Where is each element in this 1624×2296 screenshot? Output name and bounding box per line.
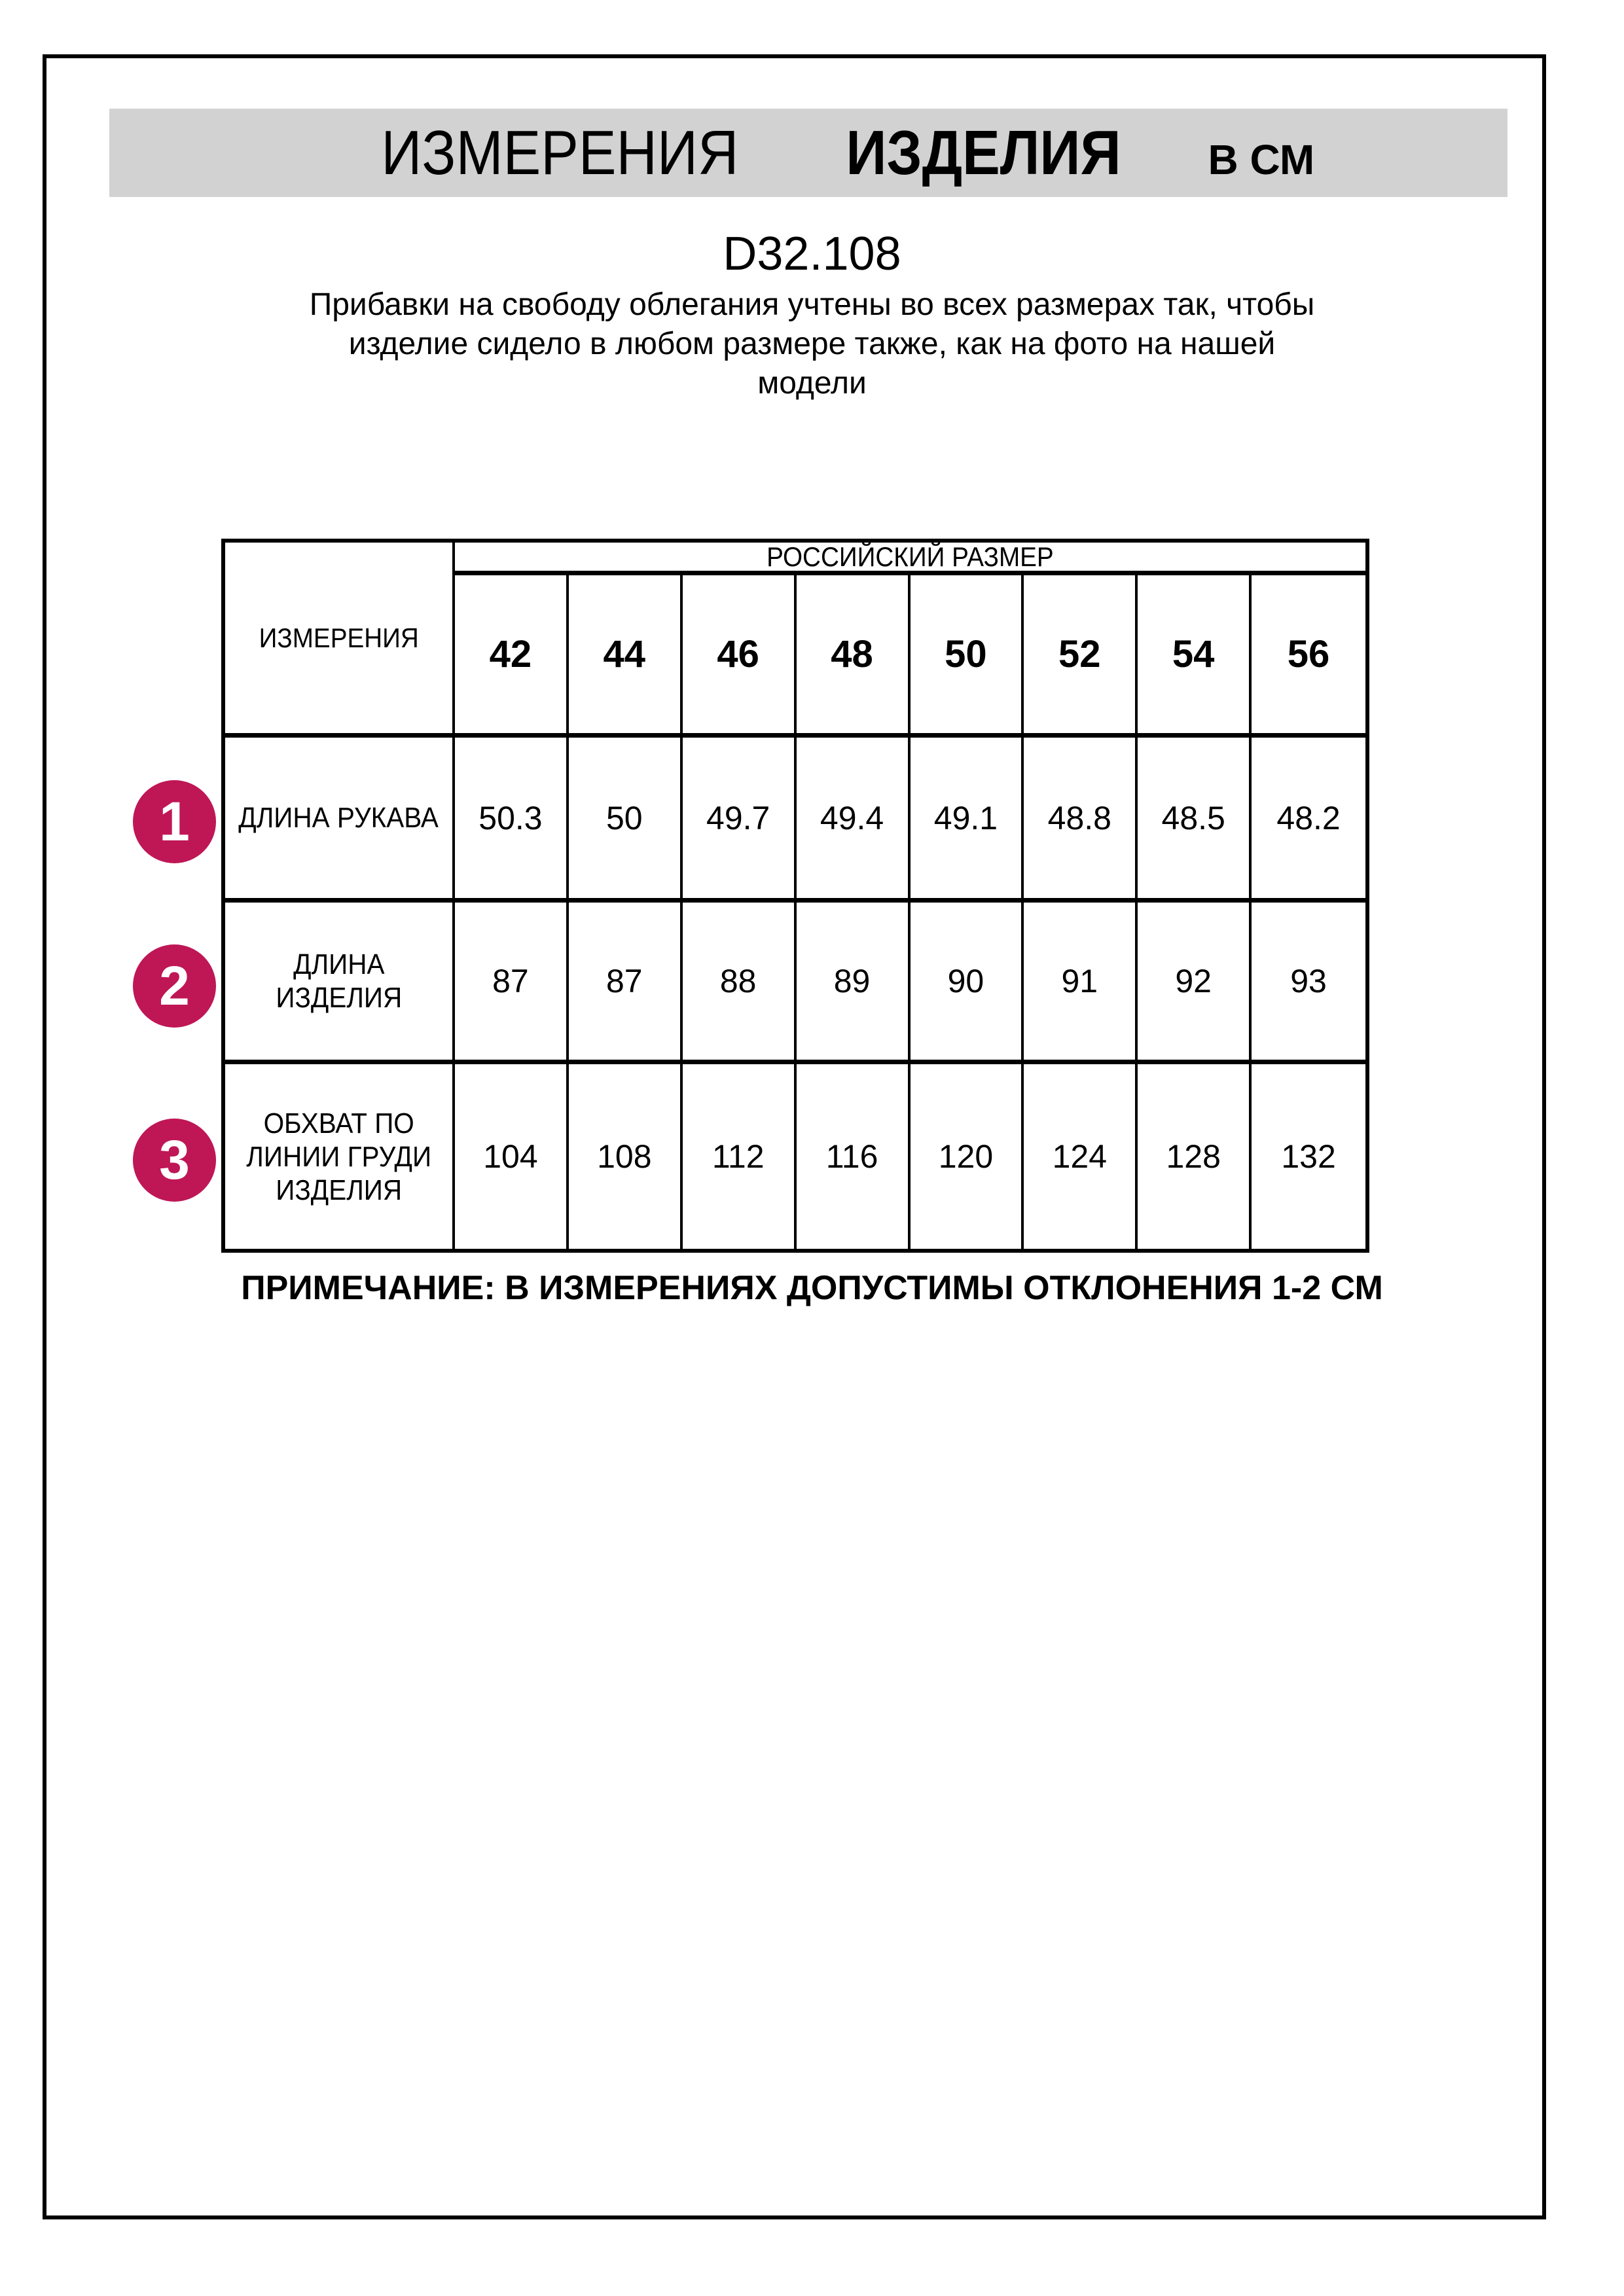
intro-line: модели <box>757 366 867 401</box>
value-cell: 92 <box>1138 903 1252 1064</box>
size-column-header: 54 <box>1138 575 1252 738</box>
row-label <box>239 801 439 834</box>
intro-line: изделие сидело в любом размере также, как на фото на нашей <box>348 327 1276 361</box>
row-label-line: ДЛИНА <box>293 948 385 980</box>
size-column-header: 50 <box>911 575 1024 738</box>
title-banner <box>109 109 1507 197</box>
size-column-header: 44 <box>569 575 683 738</box>
value-cell: 49.7 <box>683 738 797 903</box>
value-cell: 87 <box>455 903 569 1064</box>
value-cell: 48.8 <box>1024 738 1138 903</box>
value-cell: 49.4 <box>797 738 911 903</box>
badge-number: 3 <box>159 1129 190 1191</box>
row-label-line: ИЗДЕЛИЯ <box>276 1174 402 1206</box>
value-cell: 49.1 <box>911 738 1024 903</box>
value-cell: 50.3 <box>455 738 569 903</box>
value-cell: 50 <box>569 738 683 903</box>
value-cell: 90 <box>911 903 1024 1064</box>
row-label-line: ДЛИНА РУКАВА <box>238 802 439 834</box>
row-number-badge <box>133 780 216 863</box>
value-cell: 104 <box>455 1064 569 1249</box>
size-group-header-cell <box>455 543 1365 575</box>
value-cell: 48.2 <box>1252 738 1365 903</box>
note-text: ПРИМЕЧАНИЕ: В ИЗМЕРЕНИЯХ ДОПУСТИМЫ ОТКЛОНЕНИЯ 1-2 СМ <box>241 1269 1383 1307</box>
value-cell: 108 <box>569 1064 683 1249</box>
value-cell: 128 <box>1138 1064 1252 1249</box>
page-title-regular-text: ИЗМЕРЕНИЯ <box>381 118 739 188</box>
row-label-cell <box>225 1064 455 1249</box>
page-title-unit: В СМ <box>1208 136 1315 183</box>
size-column-header: 48 <box>797 575 911 738</box>
value-cell: 116 <box>797 1064 911 1249</box>
badge-number: 2 <box>159 955 190 1016</box>
size-column-header: 42 <box>455 575 569 738</box>
value-cell: 91 <box>1024 903 1138 1064</box>
value-cell: 88 <box>683 903 797 1064</box>
size-group-header-label: РОССИЙСКИЙ РАЗМЕР <box>767 541 1054 572</box>
value-cell: 93 <box>1252 903 1365 1064</box>
size-column-header: 46 <box>683 575 797 738</box>
size-table <box>221 539 1369 1253</box>
row-label-cell <box>225 738 455 903</box>
value-cell: 132 <box>1281 1138 1336 1175</box>
intro-line: Прибавки на свободу облегания учтены во всех размерах так, чтобы <box>309 287 1315 322</box>
intro-paragraph <box>0 285 1624 403</box>
corner-header-label: ИЗМЕРЕНИЯ <box>259 622 419 653</box>
size-column-header: 52 <box>1024 575 1138 738</box>
value-cell: 48.5 <box>1138 738 1252 903</box>
size-column-header: 56 <box>1252 575 1365 738</box>
value-cell: 87 <box>569 903 683 1064</box>
row-label-line: ОБХВАТ ПО <box>263 1107 414 1139</box>
page-title-bold-text: ИЗДЕЛИЯ <box>845 118 1121 188</box>
value-cell: 120 <box>911 1064 1024 1249</box>
page-title-bold <box>831 109 1136 197</box>
row-label <box>276 948 402 1014</box>
badge-number: 1 <box>159 791 190 852</box>
value-cell: 112 <box>683 1064 797 1249</box>
row-number-badge <box>133 1119 216 1202</box>
row-label <box>246 1107 431 1207</box>
page-title-regular <box>361 109 759 197</box>
row-label-line: ИЗДЕЛИЯ <box>276 982 402 1014</box>
value-cell: 124 <box>1024 1064 1138 1249</box>
row-label-cell <box>225 903 455 1064</box>
corner-header-cell <box>225 543 455 738</box>
row-label-line: ЛИНИИ ГРУДИ <box>246 1140 431 1173</box>
value-cell: 89 <box>797 903 911 1064</box>
product-code: D32.108 <box>723 228 901 280</box>
row-number-badge <box>133 944 216 1028</box>
